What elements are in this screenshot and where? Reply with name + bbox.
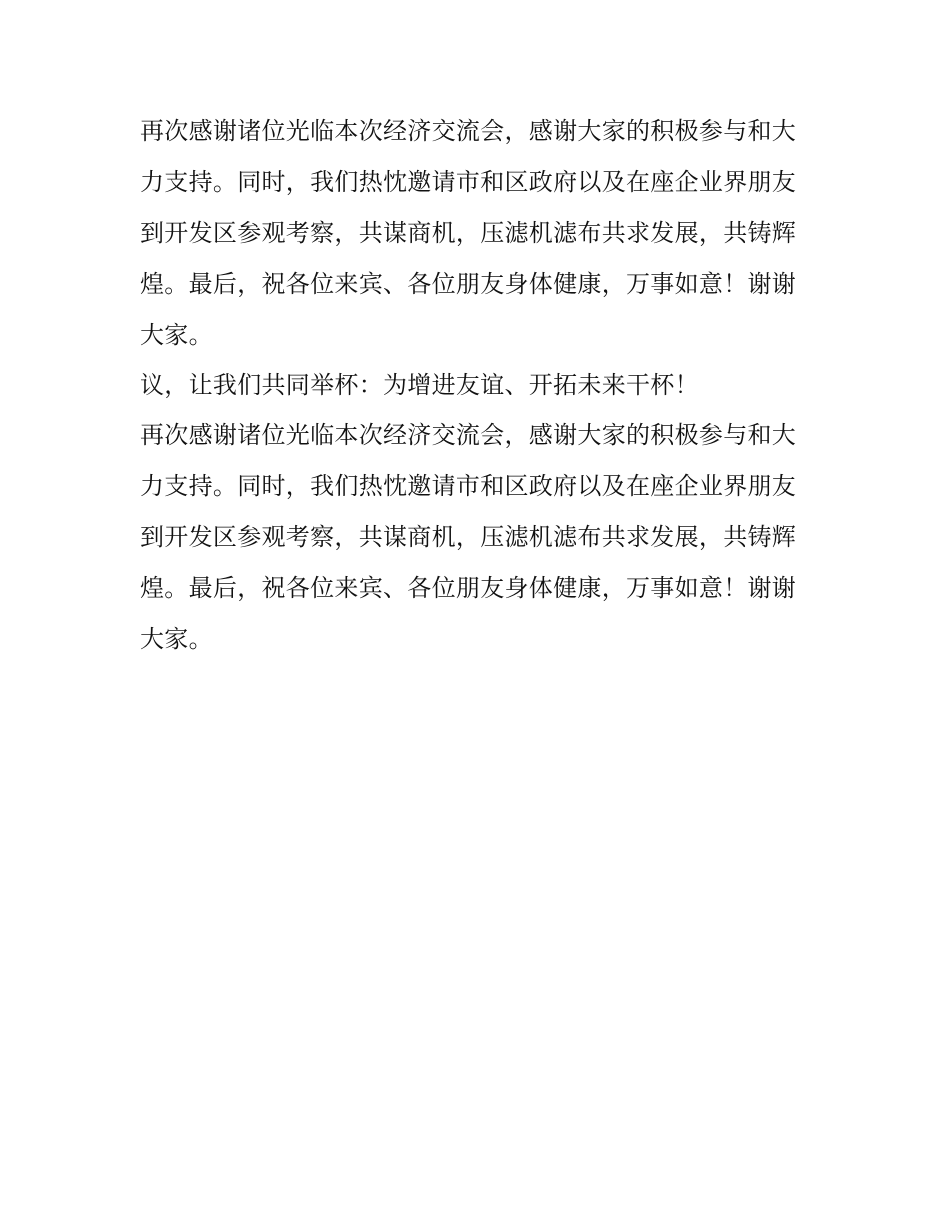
text-line-10: 煌。最后，祝各位来宾、各位朋友身体健康，万事如意！谢谢 (140, 574, 797, 602)
text-line-11: 大家。 (140, 625, 213, 653)
text-line-1: 再次感谢诸位光临本次经济交流会，感谢大家的积极参与和大 (140, 117, 797, 145)
text-line-6: 议，让我们共同举杯：为增进友谊、开拓未来干杯！ (140, 371, 699, 399)
text-line-8: 力支持。同时，我们热忱邀请市和区政府以及在座企业界朋友 (140, 472, 797, 500)
text-line-4: 煌。最后，祝各位来宾、各位朋友身体健康，万事如意！谢谢 (140, 270, 797, 298)
text-line-2: 力支持。同时，我们热忱邀请市和区政府以及在座企业界朋友 (140, 168, 797, 196)
text-line-3: 到开发区参观考察，共谋商机，压滤机滤布共求发展，共铸辉 (140, 219, 797, 247)
text-line-5: 大家。 (140, 321, 213, 349)
document-body (140, 106, 812, 665)
text-line-9: 到开发区参观考察，共谋商机，压滤机滤布共求发展，共铸辉 (140, 523, 797, 551)
text-line-7: 再次感谢诸位光临本次经济交流会，感谢大家的积极参与和大 (140, 421, 797, 449)
